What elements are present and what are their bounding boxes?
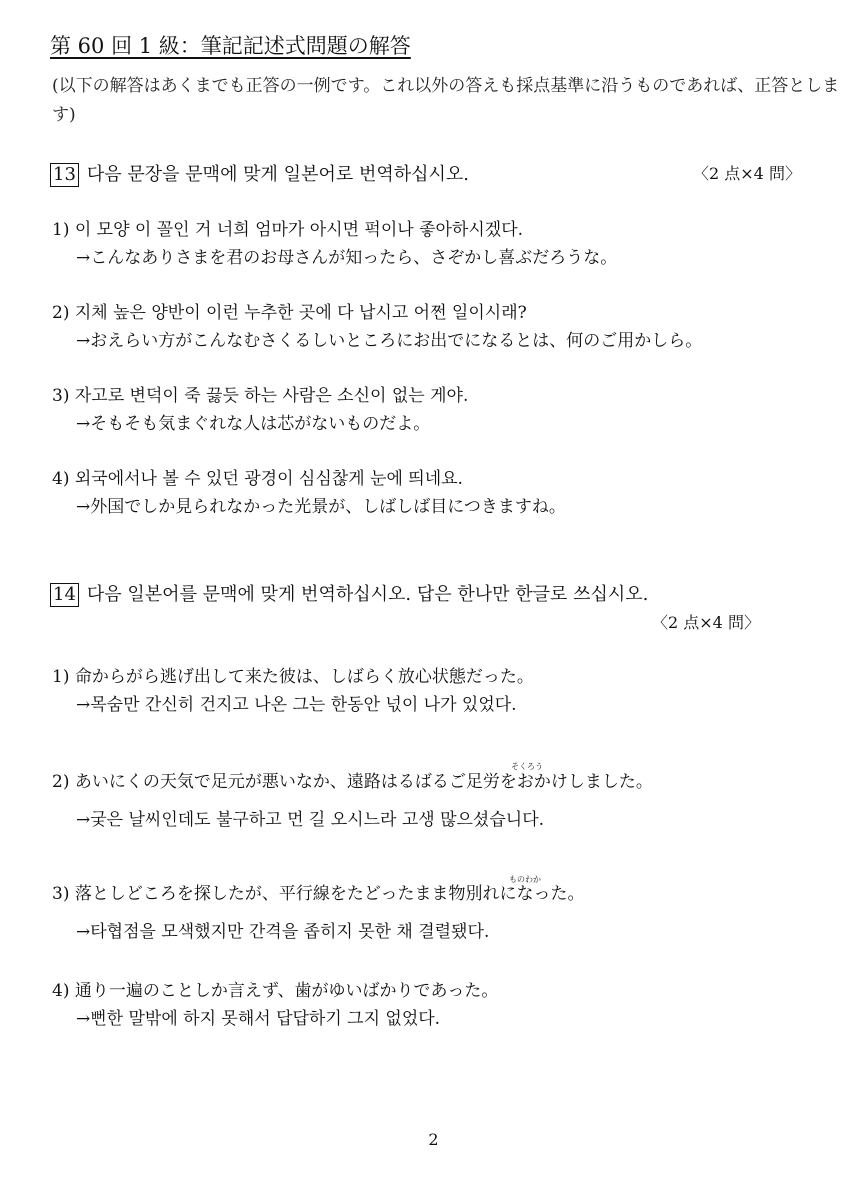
answer-text: →おえらい方がこんなむさくるしいところにお出でになるとは、何のご用かしら。 [76,331,703,351]
section-14-instruction: 다음 일본어를 문맥에 맞게 번역하십시오. 답은 한나만 한글로 쓰십시오. [86,584,649,605]
section-13-points: 〈2 点×4 問〉 [693,164,801,183]
section-14-item-2 [52,768,653,834]
question-text: 2) 지체 높은 양반이 이런 누추한 곳에 다 납시고 어쩐 일이시래? [52,303,527,323]
section-13-item-3 [52,382,468,438]
furigana-monowaka: ものわか [509,875,541,884]
page-title: 第 60 回 1 級：筆記記述式問題の解答 [50,34,411,58]
section-14-item-4 [52,977,498,1033]
section-13-instruction: 다음 문장을 문맥에 맞게 일본어로 번역하십시오. [86,164,469,185]
question-text: 4) 외국에서나 볼 수 있던 광경이 심심찮게 눈에 띄네요. [52,469,463,489]
question-text: 1) 命からがら逃げ出して来た彼は、しばらく放心状態だった。 [52,667,534,687]
question-text: 3) 落としどころを探したが、平行線をたどったまま物別れになった。 [52,884,585,904]
answer-text: →こんなありさまを君のお母さんが知ったら、さぞかし喜ぶだろうな。 [76,248,618,268]
section-13-number: 13 [50,163,79,187]
section-13-item-2 [52,299,702,355]
section-14-heading [50,580,648,607]
question-text: 4) 通り一遍のことしか言えず、歯がゆいばかりであった。 [52,981,499,1001]
section-14-number: 14 [50,583,79,607]
answer-text: →そもそも気まぐれな人は芯がないものだよ。 [76,414,431,434]
section-14-item-1 [52,663,534,719]
answer-note: (以下の解答はあくまでも正答の一例です。これ以外の答えも採点基準に沿うものであれば、正答とします) [52,76,840,125]
question-text: 1) 이 모양 이 꼴인 거 너희 엄마가 아시면 퍽이나 좋아하시겠다. [52,220,524,240]
furigana-sokurou: そくろう [511,762,543,771]
answer-text: →궂은 날씨인데도 불구하고 먼 길 오시느라 고생 많으셨습니다. [76,810,545,830]
answer-text: →뻔한 말밖에 하지 못해서 답답하기 그지 없었다. [76,1009,441,1029]
page-number: 2 [428,1130,439,1149]
section-14-points: 〈2 点×4 問〉 [652,613,760,632]
answer-text: →타협점을 모색했지만 간격을 좁히지 못한 채 결렬됐다. [76,922,490,942]
section-13-item-4 [52,465,566,521]
answer-text: →목숨만 간신히 건지고 나온 그는 한동안 넋이 나가 있었다. [76,695,517,715]
section-14-item-3 [52,880,585,946]
section-13-heading [50,160,469,187]
answer-text: →外国でしか見られなかった光景が、しばしば目につきますね。 [76,497,566,517]
question-text: 3) 자고로 변덕이 죽 끓듯 하는 사람은 소신이 없는 게야. [52,386,469,406]
question-text: 2) あいにくの天気で足元が悪いなか、遠路はるばるご足労をおかけしました。 [52,772,653,792]
section-13-item-1 [52,216,617,272]
